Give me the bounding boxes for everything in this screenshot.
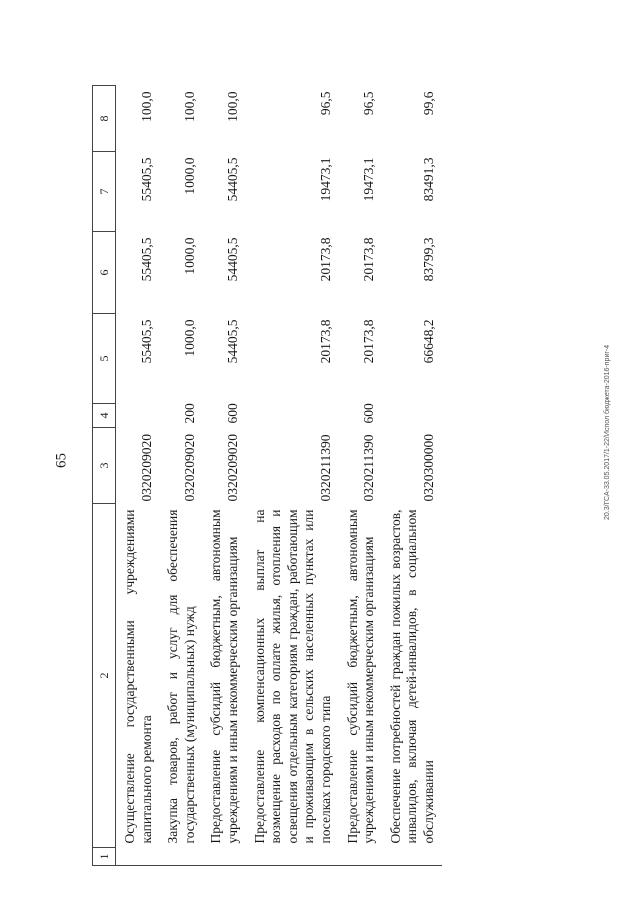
row-expense-type: [382, 404, 442, 428]
row-value-7: 19473,1: [317, 157, 333, 202]
row-blank-cell: [116, 848, 160, 866]
table-row: [159, 86, 202, 866]
row-target-code: 0320211390: [361, 434, 377, 502]
row-value-5: 20173,8: [361, 319, 377, 364]
table-row: [382, 86, 442, 866]
row-value-8: 99,6: [420, 91, 436, 116]
row-target-code: 0320211390: [317, 434, 333, 502]
row-name: Предоставление компенсационных выплат на возмещение расходов по оплате жилья, отопления и освещения отдельным категориям граждан, работающим и проживающим в сельских населенных пунктах или поселках городского типа: [251, 509, 333, 844]
column-number-7: 7: [93, 152, 116, 232]
row-blank-cell: [246, 848, 339, 866]
row-value-6: 20173,8: [361, 237, 377, 282]
row-blank-cell: [382, 848, 442, 866]
footer-file-note: 20.3/ГСА-33.05.2017/1-22/Испол бюджета-2016-приг-4: [604, 344, 611, 520]
row-blank-cell: [339, 848, 382, 866]
row-value-6: 55405,5: [138, 237, 154, 282]
row-value-7: 55405,5: [138, 157, 154, 202]
column-number-4: 4: [93, 404, 116, 428]
row-target-code: 0320300000: [420, 434, 436, 502]
row-name: Обеспечение потребностей граждан пожилых возрастов, инвалидов, включая детей-инвалидов, в социальном обслуживании: [387, 509, 436, 844]
column-number-3: 3: [93, 428, 116, 504]
row-blank-cell: [202, 848, 245, 866]
row-value-8: 96,5: [361, 91, 377, 116]
row-value-5: 54405,5: [224, 319, 240, 364]
row-name: Предоставление субсидий бюджетным, автономным учреждениям и иным некоммерческим организациям: [208, 509, 240, 844]
column-number-6: 6: [93, 232, 116, 314]
row-value-7: 1000,0: [181, 157, 197, 195]
row-value-6: 1000,0: [181, 237, 197, 275]
row-value-7: 54405,5: [224, 157, 240, 202]
row-value-5: 66648,2: [420, 319, 436, 364]
row-value-7: 19473,1: [361, 157, 377, 202]
page-number: 65: [53, 453, 70, 468]
row-name: Предоставление субсидий бюджетным, автономным учреждениям и иным некоммерческим организациям: [344, 509, 377, 844]
row-target-code: 0320209020: [138, 434, 154, 502]
row-value-6: 83799,3: [420, 237, 436, 282]
row-blank-cell: [159, 848, 202, 866]
row-expense-type: 600: [224, 403, 240, 424]
column-number-2: 2: [93, 504, 116, 848]
row-value-5: 1000,0: [181, 319, 197, 357]
table-row: [116, 86, 160, 866]
row-expense-type: [116, 404, 160, 428]
row-name: Закупка товаров, работ и услуг для обеспечения государственных (муниципальных) нужд: [165, 509, 197, 844]
row-value-5: 20173,8: [317, 319, 333, 364]
row-name: Осуществление государственными учреждениями капитального ремонта: [122, 509, 154, 844]
row-expense-type: [246, 404, 339, 428]
row-value-6: 20173,8: [317, 237, 333, 282]
column-number-5: 5: [93, 314, 116, 404]
table-row: [339, 86, 382, 866]
column-header-row: [93, 86, 116, 866]
row-value-8: 100,0: [181, 91, 197, 122]
row-value-5: 55405,5: [138, 319, 154, 364]
table-row: [202, 86, 245, 866]
row-target-code: 0320209020: [181, 434, 197, 502]
row-expense-type: 200: [181, 403, 197, 424]
column-number-1: 1: [93, 848, 116, 866]
row-value-8: 96,5: [317, 91, 333, 116]
column-number-8: 8: [93, 86, 116, 152]
row-value-6: 54405,5: [224, 237, 240, 282]
rotated-table-container: [92, 86, 612, 866]
budget-table: [92, 85, 442, 866]
row-value-7: 83491,3: [420, 157, 436, 202]
row-target-code: 0320209020: [224, 434, 240, 502]
table-row: [246, 86, 339, 866]
row-expense-type: 600: [361, 403, 377, 424]
row-value-8: 100,0: [224, 91, 240, 122]
row-value-8: 100,0: [138, 91, 154, 122]
